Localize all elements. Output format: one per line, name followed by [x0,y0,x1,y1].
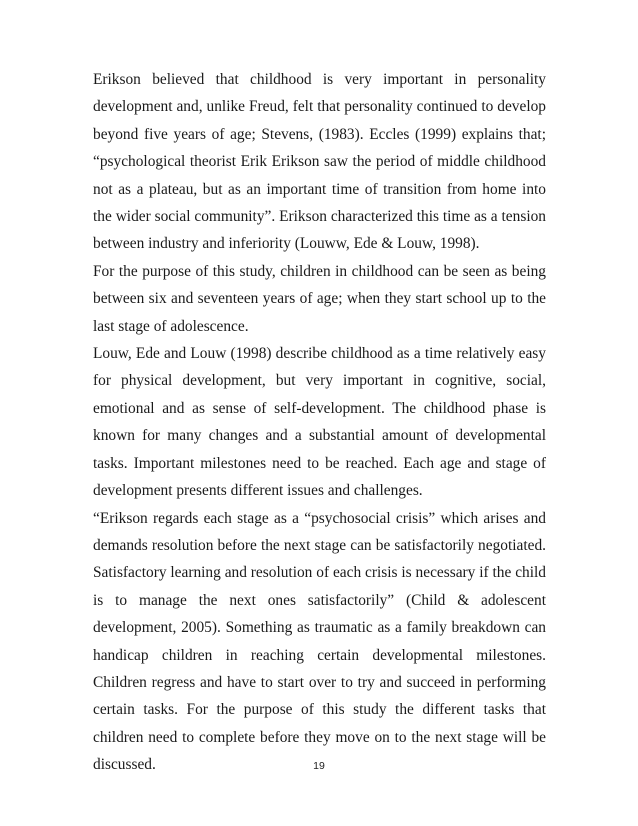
body-text [93,66,546,779]
paragraph-louw-childhood: Louw, Ede and Louw (1998) describe childhood as a time relatively easy for physical development, but very important in cognitive, social, emotional and as sense of self-development. The childhood phase is known for many changes and a substantial amount of developmental tasks. Important milestones need to be reached. Each age and stage of development presents different issues and challenges. [93,345,546,500]
page-number: 19 [313,760,325,772]
paragraph-erikson-childhood: Erikson believed that childhood is very important in personality development and, unlike Freud, felt that personality continued to develop beyond five years of age; Stevens, (1983). Eccles (1999) explains that; “psychological theorist Erik Erikson saw the period of middle childhood not as a plateau, but as an important time of transition from home into the wider social community”. Erikson characterized this time as a tension between industry and inferiority (Louww, Ede & Louw, 1998). [93,71,546,253]
paragraph-psychosocial-crisis: “Erikson regards each stage as a “psychosocial crisis” which arises and demands resolution before the next stage can be satisfactorily negotiated. Satisfactory learning and resolution of each crisis is necessary if the child is to manage the next ones satisfactorily” (Child & adolescent development, 2005). Something as traumatic as a family breakdown can handicap children in reaching certain developmental milestones. Children regress and have to start over to try and succeed in performing certain tasks. For the purpose of this study the different tasks that children need to complete before they move on to the next stage will be discussed. [93,509,546,774]
paragraph-study-purpose: For the purpose of this study, children in childhood can be seen as being between six and seventeen years of age; when they start school up to the last stage of adolescence. [93,262,546,335]
